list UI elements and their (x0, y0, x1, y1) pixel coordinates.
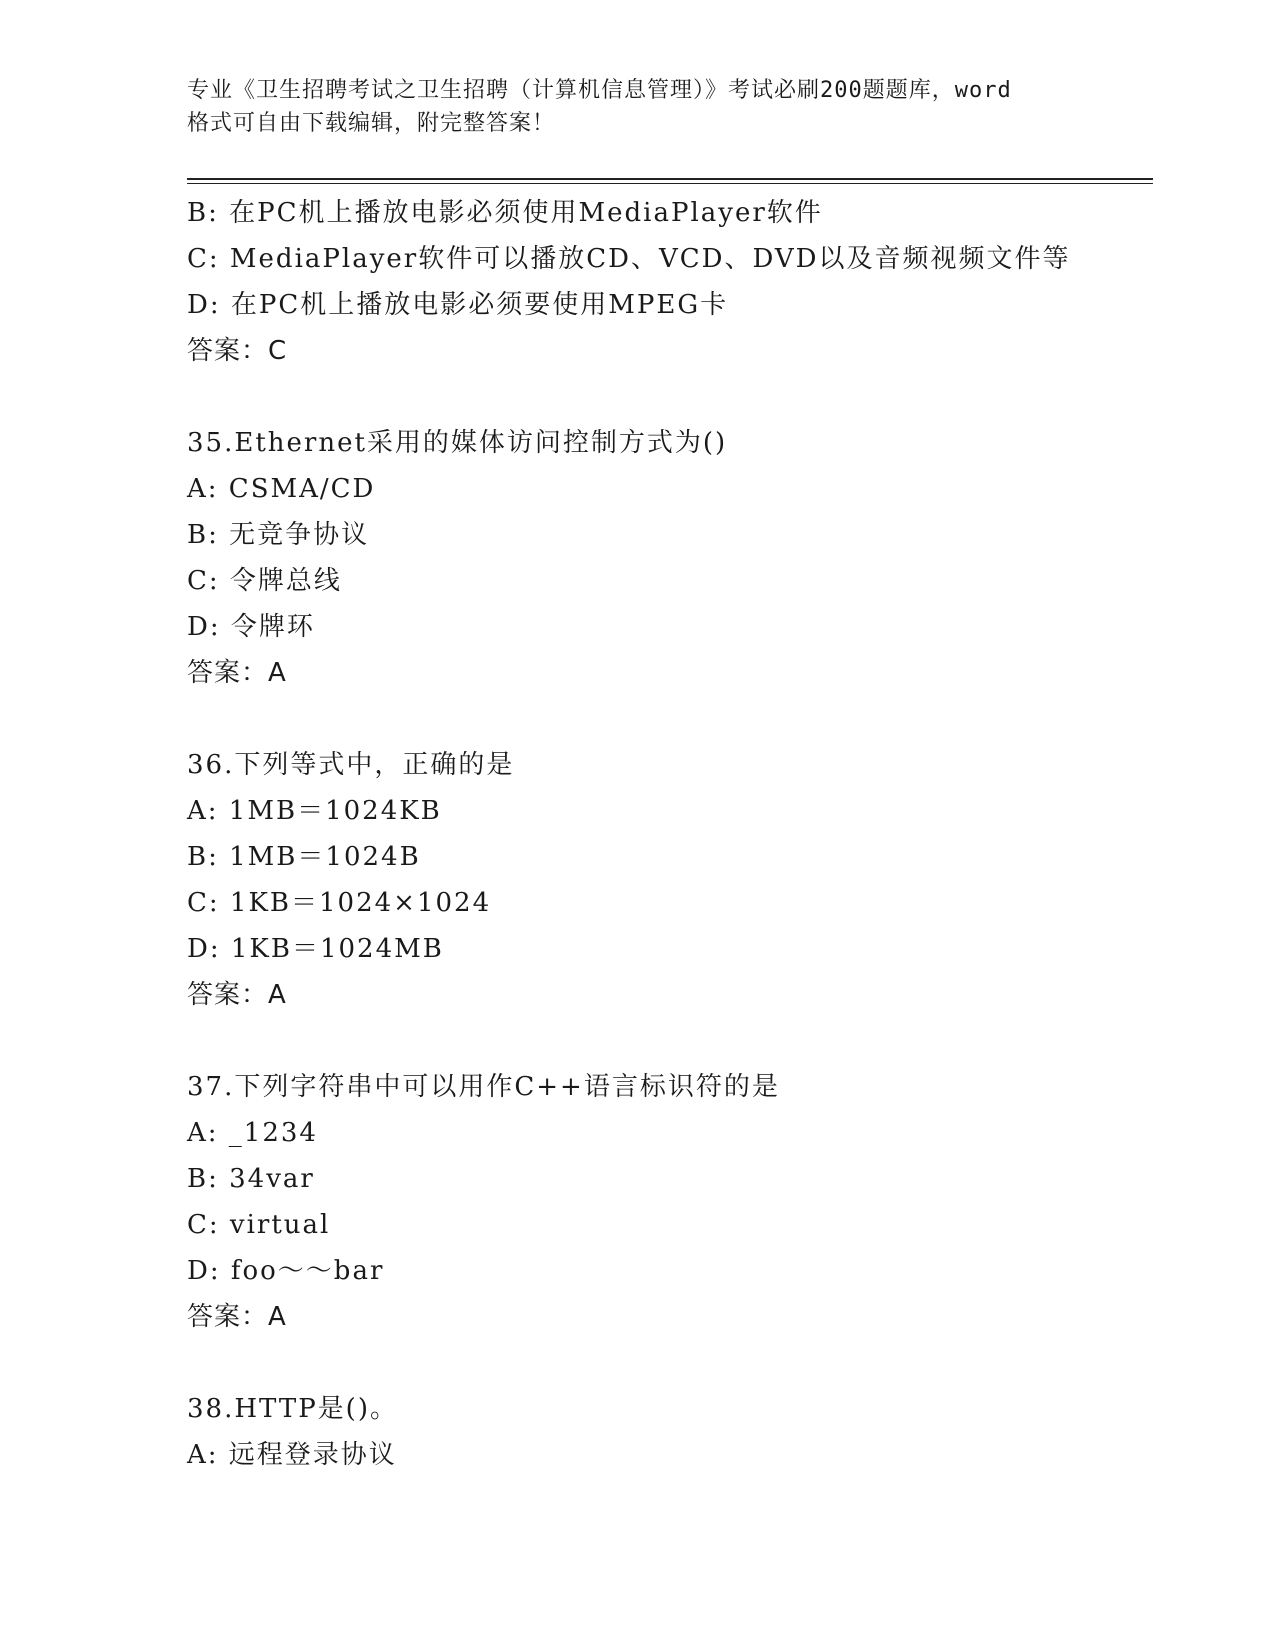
option-a: A: _1234 (187, 1118, 318, 1148)
option-a: A: 1MB＝1024KB (187, 796, 442, 826)
question-34-continued (187, 190, 1147, 374)
question-stem: 35.Ethernet采用的媒体访问控制方式为() (187, 428, 728, 458)
question-37 (187, 1064, 1147, 1340)
option-c: C: MediaPlayer软件可以播放CD、VCD、DVD以及音频视频文件等 (187, 244, 1071, 274)
answer-line: 答案：A (187, 1302, 287, 1332)
option-b: B: 在PC机上播放电影必须使用MediaPlayer软件 (187, 198, 823, 228)
answer-line: 答案：A (187, 658, 287, 688)
spacer (187, 1018, 1147, 1064)
question-35 (187, 420, 1147, 696)
header-title-line-1: 专业《卫生招聘考试之卫生招聘（计算机信息管理）》考试必刷200题题库，word (187, 78, 1012, 103)
option-d: D: 令牌环 (187, 612, 315, 642)
question-38 (187, 1386, 1147, 1478)
answer-line: 答案：C (187, 336, 288, 366)
spacer (187, 374, 1147, 420)
header-title-line-2: 格式可自由下载编辑，附完整答案！ (187, 111, 556, 136)
option-a: A: CSMA/CD (187, 474, 376, 504)
option-b: B: 1MB＝1024B (187, 842, 421, 872)
answer-line: 答案：A (187, 980, 287, 1010)
question-36 (187, 742, 1147, 1018)
spacer (187, 1340, 1147, 1386)
option-c: C: 1KB＝1024×1024 (187, 888, 492, 918)
document-header (187, 74, 1087, 140)
option-c: C: virtual (187, 1210, 331, 1240)
option-d: D: 1KB＝1024MB (187, 934, 444, 964)
option-d: D: foo～～bar (187, 1256, 385, 1286)
option-c: C: 令牌总线 (187, 566, 342, 596)
question-stem: 38.HTTP是()。 (187, 1394, 398, 1424)
question-list (187, 190, 1147, 1478)
option-a: A: 远程登录协议 (187, 1440, 397, 1470)
header-rule-thick (187, 178, 1153, 180)
question-stem: 37.下列字符串中可以用作C++语言标识符的是 (187, 1072, 780, 1102)
spacer (187, 696, 1147, 742)
option-b: B: 34var (187, 1164, 315, 1194)
option-d: D: 在PC机上播放电影必须要使用MPEG卡 (187, 290, 729, 320)
question-stem: 36.下列等式中，正确的是 (187, 750, 515, 780)
option-b: B: 无竞争协议 (187, 520, 370, 550)
header-rule-thin (187, 183, 1153, 184)
